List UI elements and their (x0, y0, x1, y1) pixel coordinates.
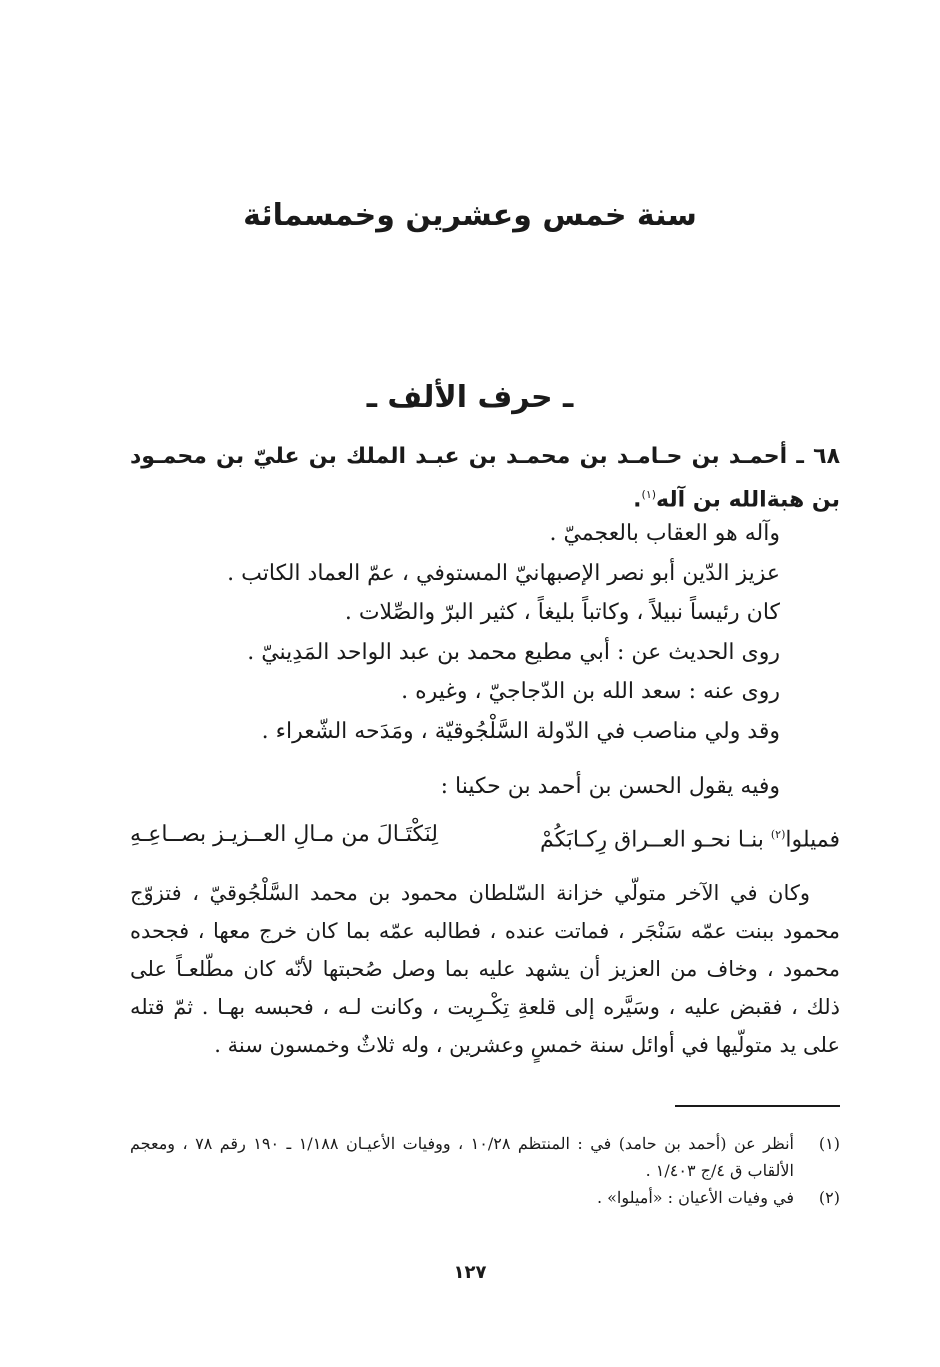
footnote-ref-1: (١) (641, 488, 657, 501)
entry-heading (130, 438, 840, 519)
entry-info-lines (130, 514, 780, 751)
entry-heading-text: ٦٨ ـ أحمـد بن حـامـد بن محمـد بن عبـد الملك بن عليّ بن محمـود بن هبةالله بن آله (130, 444, 840, 513)
info-line: روى الحديث عن : أبي مطيع محمد بن عبد الواحد المَدِينيّ . (247, 639, 780, 665)
footnote-text: في وفيات الأعيان : «أميلوا» . (596, 1188, 794, 1207)
footnote-item (130, 1184, 840, 1211)
verse-first-post: بنـا نحـو العــراق رِكـابَكُمْ (540, 827, 771, 853)
info-line: عزيز الدّين أبو نصر الإصبهانيّ المستوفي ، عمّ العماد الكاتب . (227, 560, 780, 586)
footnote-item (130, 1130, 840, 1184)
footnote-number: (٢) (818, 1188, 840, 1207)
year-title: سنة خمس وعشرين وخمسمائة (243, 198, 697, 233)
page-number: ١٢٧ (453, 1262, 487, 1283)
poem-verse (130, 818, 840, 857)
footnotes (130, 1130, 840, 1211)
verse-second-hemistich: لِنَكْتَـالَ من مـالِ العــزيـز بصــاعِـهِ (130, 822, 439, 847)
info-line: وقد ولي مناصب في الدّولة السَّلْجُوقيّة ، ومَدَحه الشّعراء . (261, 718, 780, 744)
poem-intro: وفيه يقول الحسن بن أحمد بن حكينا : (440, 774, 780, 799)
footnote-ref-2: (٢) (770, 828, 786, 841)
narrative-paragraph: وكان في الآخر متولّي خزانة السّلطان محمود بن محمد السَّلْجُوقيّ ، فتزوّج محمود ببنت عمّه سَنْجَر ، فماتت عنده ، فطالبه عمّه بما كان خرج معها ، فجحده محمود ، وخاف من العزيز أن يشهد عليه بما وصل صُحبتها لأنّه كان مطّلعـاً على ذلك ، فقبض عليه ، وسَيَّره إلى قلعةِ تِكْـرِيت ، وكانت لـه ، فحبسه بهـا . ثمّ قتله على يد متولّيها في أوائل سنة خمسٍ وعشرين ، وله ثلاثٌ وخمسون سنة . (130, 881, 840, 1057)
info-line: كان رئيساً نبيلاً ، وكاتباً بليغاً ، كثير البرّ والصِّلات . (344, 600, 780, 625)
info-line: وآله هو العقاب بالعجميّ . (549, 521, 780, 546)
section-title: ـ حرف الألف ـ (366, 380, 574, 415)
footnote-divider (675, 1105, 840, 1107)
verse-first-pre: فميلوا (785, 827, 840, 853)
footnote-text: أنظر عن (أحمد بن حامد) في : المنتظم ١٠/٢٨ ، ووفيات الأعيـان ١/١٨٨ ـ ١٩٠ رقم ٧٨ ، ومعجم الألقاب ق ٤/ج ١/٤٠٣ . (130, 1134, 795, 1180)
footnote-number: (١) (818, 1134, 840, 1153)
verse-first-hemistich (540, 818, 840, 857)
info-line: روى عنه : سعد الله بن الدّجاجيّ ، وغيره . (401, 679, 780, 704)
entry-heading-end: . (633, 487, 642, 513)
